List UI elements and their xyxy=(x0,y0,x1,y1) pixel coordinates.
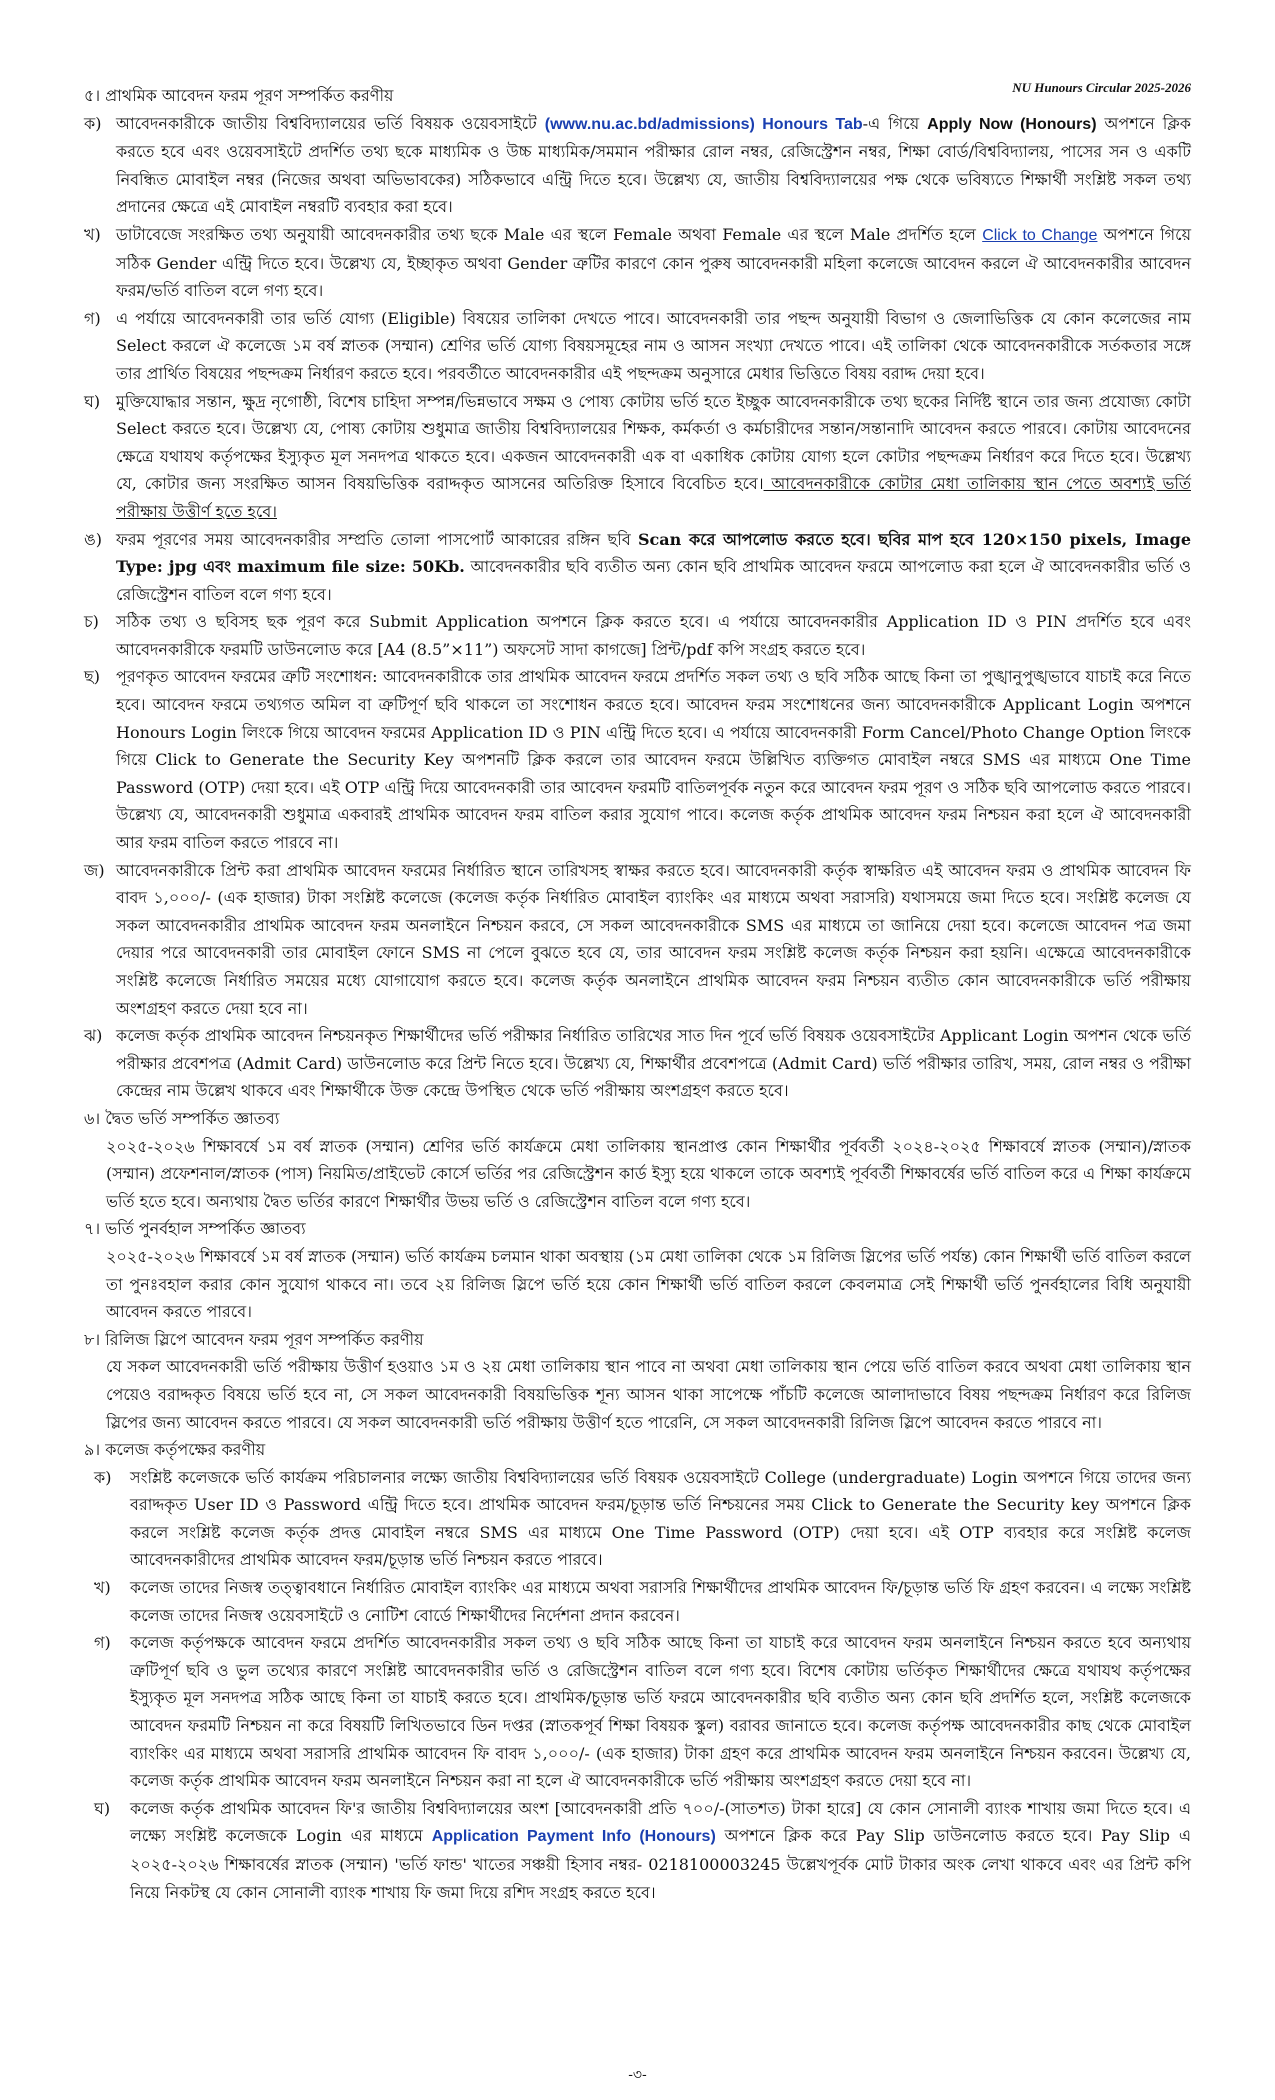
list-item xyxy=(84,608,1191,663)
section-title: দ্বৈত ভর্তি সম্পর্কিত জ্ঞাতব্য xyxy=(105,1108,280,1128)
list-item xyxy=(84,663,1191,856)
section-8 xyxy=(84,1326,1191,1436)
list-item xyxy=(84,305,1191,388)
page-number: -৩- xyxy=(628,2067,647,2083)
section-6-heading xyxy=(84,1105,1191,1133)
item-label: খ) xyxy=(94,1578,111,1598)
item-label: চ) xyxy=(84,612,99,632)
section-7-heading xyxy=(84,1215,1191,1243)
section-5 xyxy=(84,82,1191,1105)
item-text xyxy=(116,388,1191,526)
item-text xyxy=(116,221,1191,305)
text-run: ডাটাবেজে সংরক্ষিত তথ্য অনুযায়ী আবেদনকারীর তথ্য ছকে Male এর স্থলে Female অথবা Female এর স্থলে Male প্রদর্শিত হলে xyxy=(116,224,983,244)
list-item xyxy=(84,110,1191,221)
item-text xyxy=(130,1795,1191,1906)
text-run: মুক্তিযোদ্ধার সন্তান, ক্ষুদ্র নৃগোষ্ঠী, বিশেষ চাহিদা সম্পন্ন/ভিন্নভাবে সক্ষম ও পোষ্য কোটায় ভর্তি হতে ইচ্ছুক আবেদনকারীকে তথ্য ছকের নির্দিষ্ট স্থানে তার জন্য প্রযোজ্য কোটা Select করতে হবে। উল্লেখ্য যে, পোষ্য কোটায় শুধুমাত্র জাতীয় বিশ্ববিদ্যালয়ের শিক্ষক, কর্মকর্তা ও কর্মচারীদের সন্তান/সন্তানাদি আবেদন করতে পারবে। কোটায় আবেদনের ক্ষেত্রে যথাযথ কর্তৃপক্ষের ইস্যুকৃত মূল সনদপত্র থাকতে হবে। একজন আবেদনকারী এক বা একাধিক কোটায় যোগ্য হলে কোটার পছন্দক্রম নির্ধারণ করে দিতে হবে। উল্লেখ্য যে, কোটার জন্য সংরক্ষিত আসন বিষয়ভিত্তিক বরাদ্দকৃত আসনের অতিরিক্ত হিসাবে বিবেচিত হবে। xyxy=(116,391,1191,494)
item-text: সংশ্লিষ্ট কলেজকে ভর্তি কার্যক্রম পরিচালনার লক্ষ্যে জাতীয় বিশ্ববিদ্যালয়ের ভর্তি বিষয়ক ওয়েবসাইটে College (undergraduate) Login অপশনে গিয়ে তাদের জন্য বরাদ্দকৃত User ID ও Password এন্ট্রি দিতে হবে। প্রাথমিক আবেদন ফরম/চূড়ান্ত ভর্তি নিশ্চয়নের সময় Click to Generate the Security key অপশনে ক্লিক করলে সংশ্লিষ্ট কলেজ কর্তৃক প্রদত্ত মোবাইল নম্বরে SMS এর মাধ্যমে One Time Password (OTP) দেয়া হবে। এই OTP ব্যবহার করে সংশ্লিষ্ট কলেজ আবেদনকারীদের প্রাথমিক আবেদন ফরম/চূড়ান্ত ভর্তি নিশ্চয়ন করতে পারবে। xyxy=(130,1467,1191,1570)
text-run: আবেদনকারীকে জাতীয় বিশ্ববিদ্যালয়ের ভর্তি বিষয়ক ওয়েবসাইটে xyxy=(116,113,545,133)
section-title: কলেজ কর্তৃপক্ষের করণীয় xyxy=(105,1440,266,1460)
page-header: NU Hunours Circular 2025-2026 xyxy=(1012,80,1191,95)
item-label: খ) xyxy=(84,224,101,244)
item-text: কলেজ কর্তৃক প্রাথমিক আবেদন নিশ্চয়নকৃত শিক্ষার্থীদের ভর্তি পরীক্ষার নির্ধারিত তারিখের সাত দিন পূর্বে ভর্তি বিষয়ক ওয়েবসাইটের Applicant Login অপশন থেকে ভর্তি পরীক্ষার প্রবেশপত্র (Admit Card) ডাউনলোড করে প্রিন্ট নিতে হবে। উল্লেখ্য যে, শিক্ষার্থীর প্রবেশপত্রে (Admit Card) ভর্তি পরীক্ষার তারিখ, সময়, রোল নম্বর ও পরীক্ষা কেন্দ্রের নাম উল্লেখ থাকবে এবং শিক্ষার্থীকে উক্ত কেন্দ্রে উপস্থিত থেকে ভর্তি পরীক্ষায় অংশগ্রহণ করতে হবে। xyxy=(116,1026,1191,1101)
item-label: ঙ) xyxy=(84,529,102,549)
item-label: ঝ) xyxy=(84,1026,103,1046)
text-run: কলেজ কর্তৃক প্রাথমিক আবেদন ফি'র জাতীয় বিশ্ববিদ্যালয়ের অংশ [আবেদনকারী প্রতি ৭০০/-(সাতশত) টাকা হারে] যে কোন সোনালী ব্যাংক শাখায় জমা দিতে হবে। এ লক্ষ্যে সংশ্লিষ্ট কলেজকে Login এর মাধ্যমে xyxy=(130,1798,1191,1846)
section-body: যে সকল আবেদনকারী ভর্তি পরীক্ষায় উত্তীর্ণ হওয়াও ১ম ও ২য় মেধা তালিকায় স্থান পাবে না অথবা মেধা তালিকায় স্থান পেয়ে ভর্তি বাতিল করবে অথবা মেধা তালিকায় স্থান পেয়েও বরাদ্দকৃত বিষয়ে ভর্তি হবে না, সে সকল আবেদনকারী বিষয়ভিত্তিক শূন্য আসন থাকা সাপেক্ষে পাঁচটি কলেজে আলাদাভাবে বিষয় পছন্দক্রম নির্ধারণ করে রিলিজ স্লিপের জন্য আবেদন করতে পারবে। যে সকল আবেদনকারী ভর্তি পরীক্ষায় উত্তীর্ণ হতে পারেনি, সে সকল আবেদনকারী রিলিজ স্লিপে আবেদন করতে পারবে না। xyxy=(106,1357,1191,1432)
underlined-note: আবেদনকারীকে কোটার মেধা তালিকায় স্থান পেতে অবশ্যই ভর্তি পরীক্ষায় উত্তীর্ণ হতে হবে। xyxy=(116,474,1191,521)
item-label: ক) xyxy=(94,1467,112,1487)
list-item xyxy=(84,1022,1191,1105)
item-text xyxy=(116,110,1191,221)
apply-now-text: Apply Now (Honours) xyxy=(927,115,1097,133)
item-label: ঘ) xyxy=(94,1798,111,1818)
item-label: ছ) xyxy=(84,667,100,687)
admission-url-link[interactable]: (www.nu.ac.bd/admissions) Honours Tab xyxy=(544,115,863,133)
section-number: ৯। xyxy=(84,1440,101,1460)
section-8-heading xyxy=(84,1326,1191,1354)
click-to-change-link[interactable]: Click to Change xyxy=(982,226,1098,244)
section-6 xyxy=(84,1105,1191,1215)
item-text: এ পর্যায়ে আবেদনকারী তার ভর্তি যোগ্য (Eligible) বিষয়ের তালিকা দেখতে পাবে। আবেদনকারী তার পছন্দ অনুযায়ী বিভাগ ও জেলাভিত্তিক যে কোন কলেজের নাম Select করলে ঐ কলেজে ১ম বর্ষ স্নাতক (সম্মান) শ্রেণির ভর্তি যোগ্য বিষয়সমূহের নাম ও আসন সংখ্যা দেখতে পাবে। এই তালিকা থেকে আবেদনকারীকে সর্তকতার সঙ্গে তার প্রার্থিত বিষয়ের পছন্দক্রম নির্ধারণ করতে হবে। পরবর্তীতে আবেদনকারীর এই পছন্দক্রম অনুসারে মেধার ভিত্তিতে বিষয় বরাদ্দ দেয়া হবে। xyxy=(116,308,1191,383)
text-run: অপশনে গিয়ে সঠিক Gender এন্ট্রি দিতে হবে। উল্লেখ্য যে, ইচ্ছাকৃত অথবা Gender ত্রুটির কারণে কোন পুরুষ আবেদনকারী মহিলা কলেজে আবেদন করলে ঐ আবেদনকারীর আবেদন ফরম/ভর্তি বাতিল বলে গণ্য হবে। xyxy=(116,224,1191,301)
list-item xyxy=(84,857,1191,1023)
text-run: অপশনে ক্লিক করতে হবে এবং ওয়েবসাইটে প্রদর্শিত তথ্য ছকে মাধ্যমিক ও উচ্চ মাধ্যমিক/সমমান পরীক্ষার রোল নম্বর, রেজিস্ট্রেশন নম্বর, শিক্ষা বোর্ড/বিশ্ববিদ্যালয়, পাসের সন ও একটি নিবন্ধিত মোবাইল নম্বর (নিজের অথবা অভিভাবকের) সঠিকভাবে এন্ট্রি দিতে হবে। উল্লেখ্য যে, জাতীয় বিশ্ববিদ্যালয়ের পক্ষ থেকে ভবিষ্যতে শিক্ষার্থী সংশ্লিষ্ট সকল তথ্য প্রদানের ক্ষেত্রে এই মোবাইল নম্বরটি ব্যবহার করা হবে। xyxy=(116,113,1191,217)
list-item xyxy=(84,1574,1191,1629)
section-9-heading xyxy=(84,1436,1191,1464)
section-number: ৬। xyxy=(84,1108,101,1128)
section-number: ৮। xyxy=(84,1329,101,1349)
section-body: ২০২৫-২০২৬ শিক্ষাবর্ষে ১ম বর্ষ স্নাতক (সম্মান) ভর্তি কার্যক্রম চলমান থাকা অবস্থায় (১ম মেধা তালিকা থেকে ১ম রিলিজ স্লিপের ভর্তি পর্যন্ত) কোন শিক্ষার্থী ভর্তি বাতিল করলে তা পুনঃবহাল করার কোন সুযোগ থাকবে না। তবে ২য় রিলিজ স্লিপে ভর্তি হয়ে কোন শিক্ষার্থী ভর্তি বাতিল করলে কেবলমাত্র সেই শিক্ষার্থী ভর্তি পুনর্বহালের বিধি অনুযায়ী আবেদন করতে পারবে। xyxy=(106,1246,1191,1322)
list-item xyxy=(84,388,1191,526)
section-7 xyxy=(84,1215,1191,1325)
list-item xyxy=(84,526,1191,609)
item-text: সঠিক তথ্য ও ছবিসহ ছক পূরণ করে Submit Application অপশনে ক্লিক করতে হবে। এ পর্যায়ে আবেদনকারীর Application ID ও PIN প্রদর্শিত হবে এবং আবেদনকারীকে ফরমটি ডাউনলোড করে [A4 (8.5”×11”) অফসেট সাদা কাগজে] প্রিন্ট/pdf কপি সংগ্রহ করতে হবে। xyxy=(116,612,1191,659)
item-text: পূরণকৃত আবেদন ফরমের ত্রুটি সংশোধন: আবেদনকারীকে তার প্রাথমিক আবেদন ফরমে প্রদর্শিত সকল তথ্য ও ছবি সঠিক আছে কিনা তা পুঙ্খানুপুঙ্খভাবে যাচাই করে নিতে হবে। আবেদন ফরমে তথ্যগত অমিল বা ত্রুটিপূর্ণ ছবি থাকলে তা সংশোধন করতে হবে। আবেদন ফরম সংশোধনের জন্য আবেদনকারীকে Applicant Login অপশনে Honours Login লিংকে গিয়ে আবেদন ফরমের Application ID ও PIN এন্ট্রি দিতে হবে। এ পর্যায়ে আবেদনকারী Form Cancel/Photo Change Option লিংকে গিয়ে Click to Generate the Security Key অপশনটি ক্লিক করলে তার আবেদন ফরমে উল্লিখিত ব্যক্তিগত মোবাইল নম্বরে SMS এর মাধ্যমে One Time Password (OTP) দেয়া হবে। এই OTP এন্ট্রি দিয়ে আবেদনকারী তার আবেদন ফরমটি বাতিলপূর্বক নতুন করে আবেদন ফরম পূরণ ও সঠিক ছবি আপলোড করতে পারবে। উল্লেখ্য যে, আবেদনকারী শুধুমাত্র একবারই প্রাথমিক আবেদন ফরম বাতিল করার সুযোগ পাবে। কলেজ কর্তৃক প্রাথমিক আবেদন ফরম নিশ্চয়ন করা হলে ঐ আবেদনকারী আর ফরম বাতিল করতে পারবে না। xyxy=(116,667,1191,853)
item-text: আবেদনকারীকে প্রিন্ট করা প্রাথমিক আবেদন ফরমের নির্ধারিত স্থানে তারিখসহ স্বাক্ষর করতে হবে। আবেদনকারী কর্তৃক স্বাক্ষরিত এই আবেদন ফরম ও প্রাথমিক আবেদন ফি বাবদ ১,০০০/- (এক হাজার) টাকা সংশ্লিষ্ট কলেজে (কলেজ কর্তৃক নির্ধারিত মোবাইল ব্যাংকিং এর মাধ্যমে অথবা সরাসরি) যথাসময়ে জমা দিতে হবে। সংশ্লিষ্ট কলেজ যে সকল আবেদনকারীর প্রাথমিক আবেদন ফরম অনলাইনে নিশ্চয়ন করবে, সে সকল আবেদনকারীকে SMS এর মাধ্যমে তা জানিয়ে দেয়া হবে। কলেজে আবেদন পত্র জমা দেয়ার পরে আবেদনকারী তার মোবাইল ফোনে SMS না পেলে বুঝতে হবে যে, তার আবেদন ফরম সংশ্লিষ্ট কলেজ কর্তৃক নিশ্চয়ন করা হয়নি। এক্ষেত্রে আবেদনকারীকে সংশ্লিষ্ট কলেজে নির্ধারিত সময়ের মধ্যে যোগাযোগ করতে হবে। কলেজ কর্তৃক অনলাইনে প্রাথমিক আবেদন ফরম নিশ্চয়ন ব্যতীত কোন আবেদনকারীকে ভর্তি পরীক্ষায় অংশগ্রহণ করতে দেয়া হবে না। xyxy=(116,860,1191,1018)
section-9 xyxy=(84,1436,1191,1906)
text-run: অপশনে ক্লিক করে Pay Slip ডাউনলোড করতে হবে। Pay Slip এ ২০২৫-২০২৬ শিক্ষাবর্ষের স্নাতক (সম্মান) 'ভর্তি ফান্ড' খাতের সঞ্চয়ী হিসাব নম্বর- 0218100003245 উল্লেখপূর্বক মোট টাকার অংক লেখা থাকবে এবং এর প্রিন্ট কপি নিয়ে নিকটস্থ যে কোন সোনালী ব্যাংক শাখায় ফি জমা দিয়ে রশিদ সংগ্রহ করতে হবে। xyxy=(130,1826,1191,1902)
section-title: রিলিজ স্লিপে আবেদন ফরম পূরণ সম্পর্কিত করণীয় xyxy=(105,1329,424,1349)
list-item xyxy=(84,1629,1191,1795)
list-item xyxy=(84,221,1191,305)
item-label: ক) xyxy=(84,113,102,133)
section-number: ৫। xyxy=(84,86,101,105)
section-number: ৭। xyxy=(84,1219,101,1239)
text-run: আবেদনকারীর ছবি ব্যতীত অন্য কোন ছবি প্রাথমিক আবেদন ফরমে আপলোড করা হলে ঐ আবেদনকারীর ভর্তি ও রেজিস্ট্রেশন বাতিল বলে গণ্য হবে। xyxy=(116,557,1191,604)
list-item xyxy=(84,1464,1191,1574)
payment-info-option: Application Payment Info (Honours) xyxy=(431,1828,716,1846)
text-run: -এ গিয়ে xyxy=(862,113,928,133)
item-text: কলেজ তাদের নিজস্ব তত্ত্বাবধানে নির্ধারিত মোবাইল ব্যাংকিং এর মাধ্যমে অথবা সরাসরি শিক্ষার্থীদের প্রাথমিক আবেদন ফি/চূড়ান্ত ভর্তি ফি গ্রহণ করবেন। এ লক্ষ্যে সংশ্লিষ্ট কলেজ তাদের নিজস্ব ওয়েবসাইটে ও নোটিশ বোর্ডে শিক্ষার্থীদের নির্দেশনা প্রদান করবেন। xyxy=(130,1578,1191,1625)
item-label: গ) xyxy=(84,308,101,328)
item-label: গ) xyxy=(94,1633,111,1653)
item-text xyxy=(116,526,1191,609)
section-title: ভর্তি পুনর্বহাল সম্পর্কিত জ্ঞাতব্য xyxy=(105,1219,306,1239)
item-label: ঘ) xyxy=(84,391,101,411)
section-body: ২০২৫-২০২৬ শিক্ষাবর্ষে ১ম বর্ষ স্নাতক (সম্মান) শ্রেণির ভর্তি কার্যক্রমে মেধা তালিকায় স্থানপ্রাপ্ত কোন শিক্ষার্থীর পূর্ববর্তী ২০২৪-২০২৫ শিক্ষাবর্ষে স্নাতক (সম্মান)/স্নাতক (সম্মান) প্রফেশনাল/স্নাতক (পাস) নিয়মিত/প্রাইভেট কোর্সে ভর্তির পর রেজিস্ট্রেশন কার্ড ইস্যু হয়ে থাকলে তাকে অবশ্যই পূর্ববর্তী শিক্ষাবর্ষের ভর্তি বাতিল করে এ শিক্ষা কার্যক্রমে ভর্তি হতে হবে। অন্যথায় দ্বৈত ভর্তির কারণে শিক্ষার্থীর উভয় ভর্তি ও রেজিস্ট্রেশন বাতিল বলে গণ্য হবে। xyxy=(106,1136,1191,1211)
section-title: প্রাথমিক আবেদন ফরম পূরণ সম্পর্কিত করণীয় xyxy=(105,86,394,105)
photo-spec-text: Scan করে আপলোড করতে হবে। ছবির মাপ হবে 120×150 pixels, Image Type: jpg এবং maximum file size: 50Kb. xyxy=(116,529,1192,577)
text-run: ফরম পূরণের সময় আবেদনকারীর সম্প্রতি তোলা পাসপোর্ট আকারের রঙ্গিন ছবি xyxy=(116,529,638,549)
item-label: জ) xyxy=(84,860,105,880)
list-item xyxy=(84,1795,1191,1906)
item-text: কলেজ কর্তৃপক্ষকে আবেদন ফরমে প্রদর্শিত আবেদনকারীর সকল তথ্য ও ছবি সঠিক আছে কিনা তা যাচাই করে আবেদন ফরম অনলাইনে নিশ্চয়ন করতে হবে অন্যথায় ত্রুটিপূর্ণ ছবি ও ভুল তথ্যের কারণে সংশ্লিষ্ট আবেদনকারীর ভর্তি ও রেজিস্ট্রেশন বাতিল বলে গণ্য হবে। বিশেষ কোটায় ভর্তিকৃত শিক্ষার্থীদের ক্ষেত্রে যথাযথ কর্তৃপক্ষের ইস্যুকৃত মূল সনদপত্র সঠিক আছে কিনা তা যাচাই করতে হবে। প্রাথমিক/চূড়ান্ত ভর্তি ফরমে আবেদনকারীর ছবি ব্যতীত অন্য কোন ছবি প্রদর্শিত হলে, সংশ্লিষ্ট কলেজকে আবেদন ফরমটি নিশ্চয়ন না করে বিষয়টি লিখিতভাবে ডিন দপ্তর (স্নাতকপূর্ব শিক্ষা বিষয়ক স্কুল) বরাবর জানাতে হবে। কলেজ কর্তৃপক্ষ আবেদনকারীর কাছ থেকে মোবাইল ব্যাংকিং এর মাধ্যমে অথবা সরাসরি প্রাথমিক আবেদন ফি বাবদ ১,০০০/- (এক হাজার) টাকা গ্রহণ করে প্রাথমিক আবেদন ফরম অনলাইনে নিশ্চয়ন করবেন। উল্লেখ্য যে, কলেজ কর্তৃক প্রাথমিক আবেদন ফরম অনলাইনে নিশ্চয়ন করা না হলে ঐ আবেদনকারীকে ভর্তি পরীক্ষায় অংশগ্রহণ করতে দেয়া হবে না। xyxy=(130,1633,1191,1791)
